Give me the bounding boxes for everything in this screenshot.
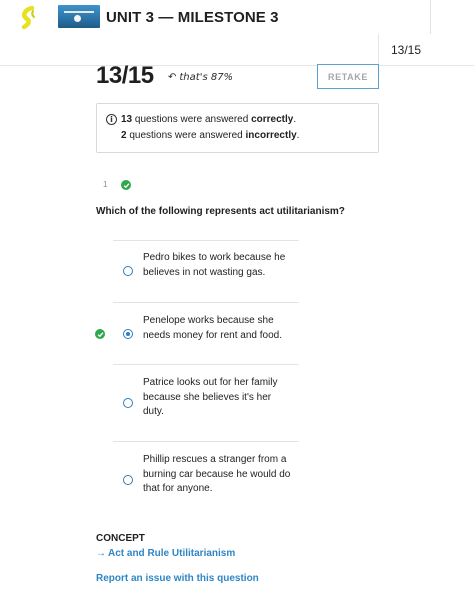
subbar-underline bbox=[0, 65, 474, 66]
sophia-logo-icon[interactable] bbox=[18, 6, 40, 30]
arrow-left-icon: ↶ bbox=[168, 72, 177, 83]
summary-incorrect-line bbox=[121, 130, 299, 141]
results-summary-box bbox=[96, 103, 379, 153]
question-number: 1 bbox=[103, 180, 108, 189]
header-divider bbox=[430, 0, 431, 34]
question-text: Which of the following represents act utilitarianism? bbox=[96, 206, 345, 217]
score-indicator: 13/15 bbox=[391, 43, 422, 57]
option-divider bbox=[113, 364, 299, 365]
option-radio-3[interactable] bbox=[123, 398, 133, 408]
incorrect-prefix: questions were answered bbox=[129, 130, 243, 141]
option-label-1[interactable]: Pedro bikes to work because he believes in not wasting gas. bbox=[143, 252, 286, 278]
score-percent-note bbox=[168, 72, 233, 83]
option-radio-2-selected[interactable] bbox=[123, 329, 133, 339]
option-divider bbox=[113, 240, 299, 241]
concept-link[interactable] bbox=[96, 548, 235, 559]
incorrect-period: . bbox=[296, 130, 300, 141]
correct-answer-check-icon bbox=[95, 329, 105, 339]
top-header bbox=[0, 0, 474, 34]
option-divider bbox=[113, 302, 299, 303]
subbar-divider bbox=[378, 34, 379, 65]
concept-link-text[interactable]: Act and Rule Utilitarianism bbox=[108, 548, 236, 559]
info-icon: i bbox=[106, 114, 117, 125]
unit-title: UNIT 3 — MILESTONE 3 bbox=[106, 9, 279, 26]
correct-count: 13 bbox=[121, 114, 133, 125]
correct-period: . bbox=[293, 114, 297, 125]
report-issue-link[interactable]: Report an issue with this question bbox=[96, 573, 259, 584]
concept-label: CONCEPT bbox=[96, 533, 145, 544]
score-percent-text: that's 87% bbox=[179, 72, 234, 83]
correct-prefix: questions were answered bbox=[134, 114, 249, 125]
option-radio-1[interactable] bbox=[123, 266, 133, 276]
correct-word: correctly bbox=[251, 114, 294, 125]
unit-thumbnail-image bbox=[58, 5, 100, 28]
option-label-3[interactable]: Patrice looks out for her family because she believes it's her duty. bbox=[143, 377, 278, 417]
incorrect-word: incorrectly bbox=[245, 130, 297, 141]
retake-button[interactable]: RETAKE bbox=[317, 64, 379, 89]
option-divider bbox=[113, 441, 299, 442]
option-label-4[interactable]: Phillip rescues a stranger from a burning car because he would do that for anyone. bbox=[143, 454, 291, 494]
summary-correct-line bbox=[121, 114, 296, 125]
option-label-2[interactable]: Penelope works because she needs money for rent and food. bbox=[143, 315, 282, 341]
option-radio-4[interactable] bbox=[123, 475, 133, 485]
question-correct-check-icon bbox=[121, 180, 131, 190]
arrow-right-icon: → bbox=[96, 548, 106, 559]
score-heading: 13/15 bbox=[96, 62, 154, 89]
incorrect-count: 2 bbox=[121, 130, 127, 141]
